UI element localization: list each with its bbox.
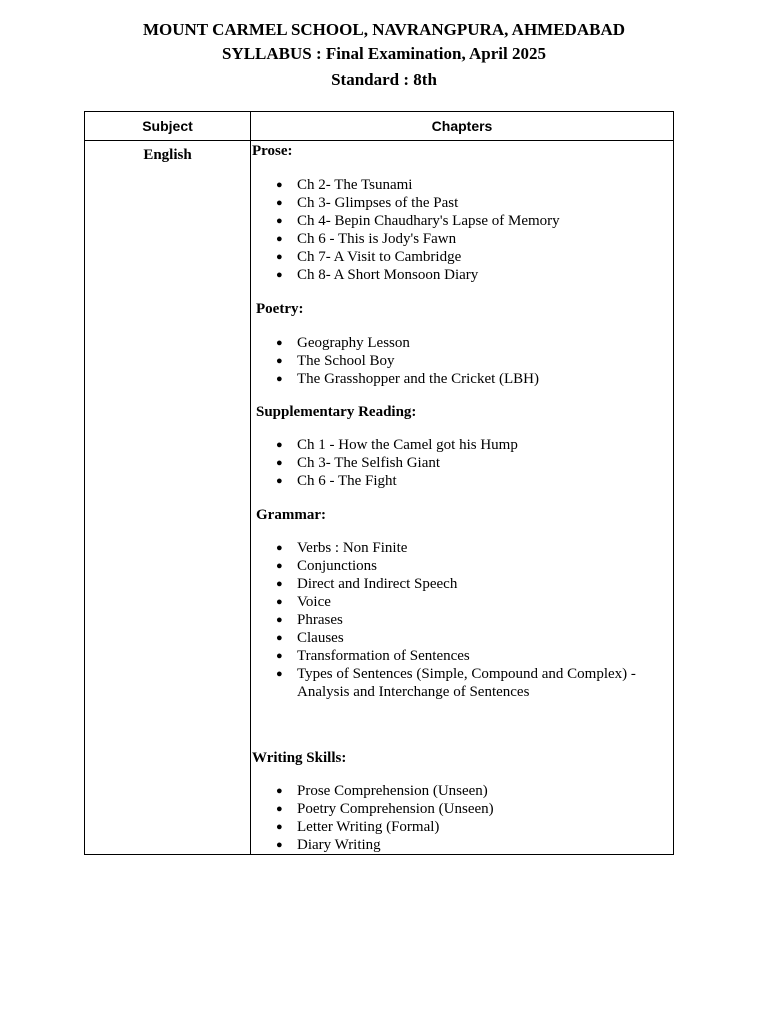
- bullet-icon: ●: [276, 839, 283, 851]
- list-item: ● Direct and Indirect Speech: [276, 576, 458, 592]
- bullet-icon: ●: [276, 457, 283, 469]
- list-item: ● Ch 1 - How the Camel got his Hump: [276, 437, 518, 453]
- list-item: ● Ch 3- The Selfish Giant: [276, 455, 441, 471]
- list-item: ● Letter Writing (Formal): [276, 819, 440, 835]
- syllabus-title: SYLLABUS : Final Examination, April 2025: [221, 44, 546, 63]
- syllabus-table: [84, 111, 674, 855]
- list-item: ● Transformation of Sentences: [276, 648, 470, 664]
- document-header: [0, 18, 768, 92]
- prose-list: [252, 176, 673, 284]
- bullet-icon: ●: [276, 560, 283, 572]
- list-item: ● The School Boy: [276, 353, 395, 369]
- writing-list: [252, 782, 673, 854]
- supplementary-list: [252, 436, 673, 490]
- list-item: ● Voice: [276, 594, 331, 610]
- school-name: MOUNT CARMEL SCHOOL, NAVRANGPURA, AHMEDABAD: [142, 20, 625, 39]
- chapters-cell: [251, 141, 674, 855]
- bullet-icon: ●: [276, 596, 283, 608]
- poetry-list: [252, 334, 673, 388]
- table-row: [85, 141, 674, 855]
- section-title-prose: Prose:: [252, 143, 293, 159]
- list-item: ● The Grasshopper and the Cricket (LBH): [276, 371, 540, 387]
- bullet-icon: ●: [276, 785, 283, 797]
- bullet-icon: ●: [276, 373, 283, 385]
- list-item: ● Ch 3- Glimpses of the Past: [276, 195, 459, 211]
- bullet-icon: ●: [276, 650, 283, 662]
- bullet-icon: ●: [276, 821, 283, 833]
- list-item: ● Ch 6 - This is Jody's Fawn: [276, 231, 457, 247]
- list-item: ● Ch 2- The Tsunami: [276, 177, 413, 193]
- bullet-icon: ●: [276, 197, 283, 209]
- column-header-chapters: Chapters: [251, 112, 674, 141]
- bullet-icon: ●: [276, 215, 283, 227]
- bullet-icon: ●: [276, 578, 283, 590]
- bullet-icon: ●: [276, 269, 283, 281]
- bullet-icon: ●: [276, 179, 283, 191]
- list-item: ● Ch 8- A Short Monsoon Diary: [276, 267, 479, 283]
- bullet-icon: ●: [276, 233, 283, 245]
- bullet-icon: ●: [276, 355, 283, 367]
- list-item: ● Ch 7- A Visit to Cambridge: [276, 249, 462, 265]
- bullet-icon: ●: [276, 439, 283, 451]
- grammar-list: [252, 539, 673, 701]
- list-item: ● Poetry Comprehension (Unseen): [276, 801, 494, 817]
- list-item: ● Diary Writing: [276, 837, 381, 853]
- list-item: ● Ch 6 - The Fight: [276, 473, 397, 489]
- section-title-writing: Writing Skills:: [252, 750, 347, 766]
- list-item: ● Ch 4- Bepin Chaudhary's Lapse of Memory: [276, 213, 560, 229]
- table-header-row: [85, 112, 674, 141]
- bullet-icon: ●: [276, 668, 283, 680]
- list-item: ● Verbs : Non Finite: [276, 540, 408, 556]
- list-item: ● Types of Sentences (Simple, Compound and Complex) - Analysis and Interchange of Sentences: [276, 666, 636, 700]
- bullet-icon: ●: [276, 337, 283, 349]
- standard-label: Standard : 8th: [331, 70, 437, 89]
- list-item: ● Geography Lesson: [276, 335, 410, 351]
- bullet-icon: ●: [276, 475, 283, 487]
- column-header-subject: Subject: [85, 112, 251, 141]
- bullet-icon: ●: [276, 803, 283, 815]
- section-title-poetry: Poetry:: [256, 301, 304, 317]
- section-title-supplementary: Supplementary Reading:: [256, 404, 417, 420]
- list-item: ● Clauses: [276, 630, 344, 646]
- list-item: ● Conjunctions: [276, 558, 378, 574]
- subject-cell: English: [85, 141, 251, 855]
- list-item: ● Prose Comprehension (Unseen): [276, 783, 488, 799]
- section-title-grammar: Grammar:: [256, 507, 326, 523]
- bullet-icon: ●: [276, 542, 283, 554]
- list-item: ● Phrases: [276, 612, 343, 628]
- bullet-icon: ●: [276, 614, 283, 626]
- bullet-icon: ●: [276, 632, 283, 644]
- bullet-icon: ●: [276, 251, 283, 263]
